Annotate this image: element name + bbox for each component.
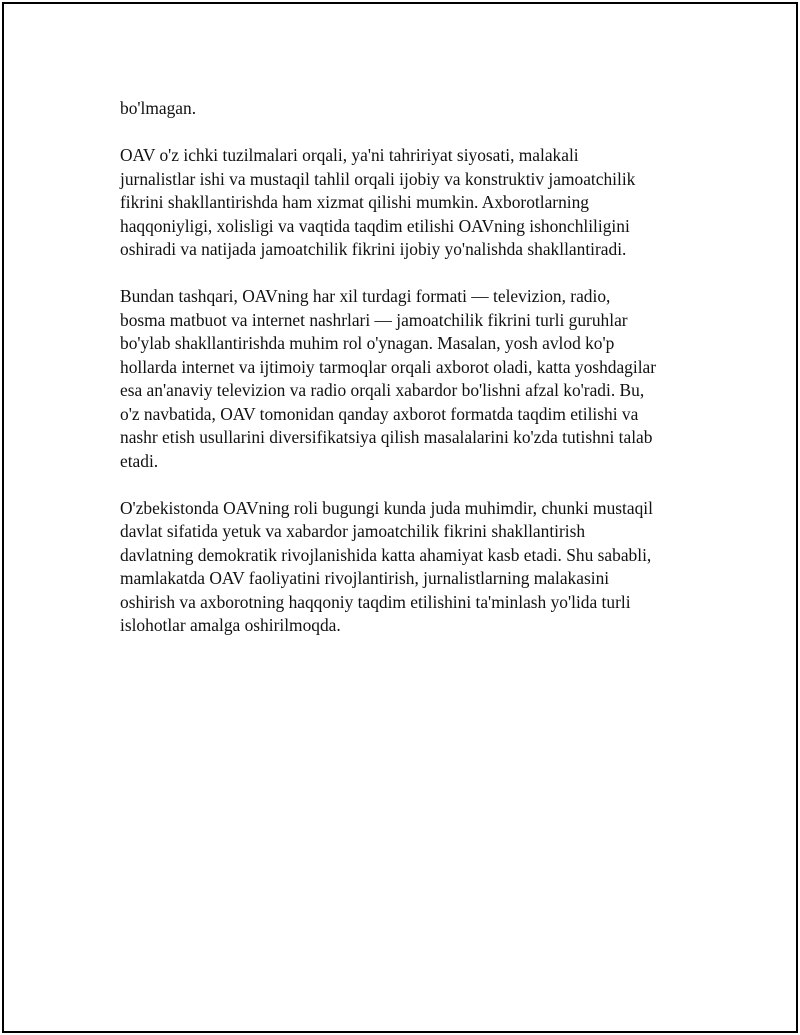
- text-line: O'zbekistonda OAVning roli bugungi kunda juda muhimdir, chunki mustaqil: [120, 497, 653, 518]
- text-line: bo'ylab shakllantirishda muhim rol o'ynagan. Masalan, yosh avlod ko'p: [120, 333, 615, 353]
- text-line: jurnalistlar ishi va mustaqil tahlil orqali ijobiy va konstruktiv jamoatchilik: [120, 168, 636, 189]
- paragraph-2: [120, 144, 680, 262]
- text-line: Bundan tashqari, OAVning har xil turdagi formati — televizion, radio,: [120, 286, 611, 306]
- document-page: [2, 2, 798, 1033]
- text-line: etadi.: [120, 450, 159, 471]
- text-line: haqqoniyligi, xolisligi va vaqtida taqdim etilishi OAVning ishonchliligini: [120, 215, 630, 236]
- text-line: bo'lmagan.: [120, 98, 197, 118]
- text-line: davlatning demokratik rivojlanishida katta ahamiyat kasb etadi. Shu sababli,: [120, 544, 652, 565]
- text-line: mamlakatda OAV faoliyatini rivojlantirish, jurnalistlarning malakasini: [120, 568, 610, 588]
- text-line: oshiradi va natijada jamoatchilik fikrini ijobiy yo'nalishda shakllantiradi.: [120, 239, 627, 259]
- text-line: hollarda internet va ijtimoiy tarmoqlar orqali axborot oladi, katta yoshdagilar: [120, 356, 657, 377]
- text-line: o'z navbatida, OAV tomonidan qanday axborot formatda taqdim etilishi va: [120, 403, 639, 424]
- text-line: OAV o'z ichki tuzilmalari orqali, ya'ni tahririyat siyosati, malakali: [120, 145, 579, 165]
- text-line: davlat sifatida yetuk va xabardor jamoatchilik fikrini shakllantirish: [120, 521, 586, 541]
- text-line: islohotlar amalga oshirilmoqda.: [120, 615, 341, 635]
- text-line: esa an'anaviy televizion va radio orqali xabardor bo'lishni afzal ko'radi. Bu,: [120, 380, 645, 400]
- text-line: oshirish va axborotning haqqoniy taqdim etilishini ta'minlash yo'lida turli: [120, 591, 631, 612]
- paragraph-3: [120, 285, 680, 473]
- document-body: [120, 97, 680, 661]
- paragraph-1: [120, 97, 680, 121]
- text-line: nashr etish usullarini diversifikatsiya qilish masalalarini ko'zda tutishni talab: [120, 427, 653, 447]
- paragraph-4: [120, 497, 680, 638]
- text-line: fikrini shakllantirishda ham xizmat qilishi mumkin. Axborotlarning: [120, 192, 590, 212]
- text-line: bosma matbuot va internet nashrlari — jamoatchilik fikrini turli guruhlar: [120, 309, 628, 330]
